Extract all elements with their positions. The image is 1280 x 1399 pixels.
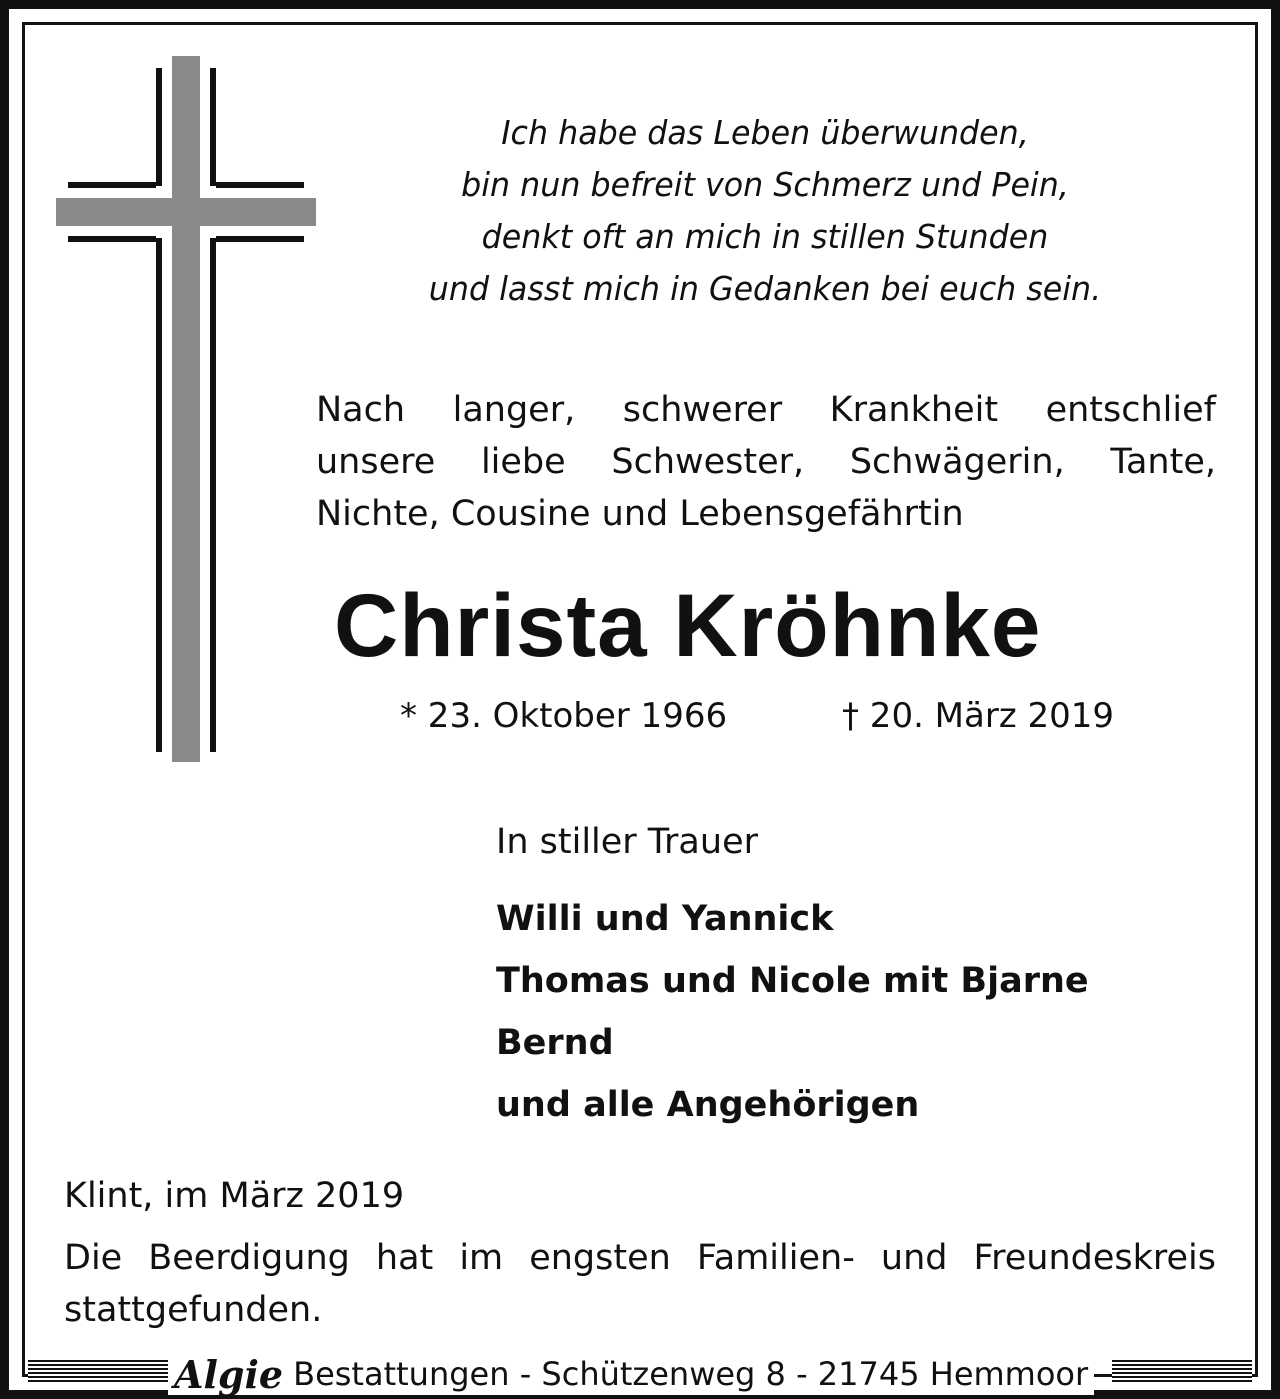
cross-icon [56,56,316,762]
mourner: und alle Angehörigen [496,1085,920,1125]
burial-notice [64,1232,1216,1336]
burial-line: stattgefunden. [64,1290,323,1330]
place-date: Klint, im März 2019 [64,1176,405,1216]
burial-line: Die Beerdigung hat im engsten Familien- und Freundeskreis [64,1238,1216,1278]
intro-line: Nach langer, schwerer Krankheit entschlief [316,390,1216,430]
intro-line: Nichte, Cousine und Lebensgefährtin [316,494,964,534]
poem-line: denkt oft an mich in stillen Stunden [481,217,1049,256]
death-date: † 20. März 2019 [842,696,1115,736]
intro-text [316,384,1216,540]
funeral-home-logo: Algie [174,1351,284,1397]
poem-block [415,107,1115,315]
footer-rule-left [28,1360,168,1384]
footer-address: Bestattungen - Schützenweg 8 - 21745 Hemmoor [293,1355,1089,1393]
mourner: Willi und Yannick [496,899,834,939]
mourner: Thomas und Nicole mit Bjarne [496,961,1089,1001]
intro-line: unsere liebe Schwester, Schwägerin, Tante, [316,442,1216,482]
poem-line: und lasst mich in Gedanken bei euch sein. [428,269,1102,308]
poem-line: bin nun befreit von Schmerz und Pein, [461,165,1069,204]
footer-rule-right [1112,1360,1252,1384]
grief-line: In stiller Trauer [496,822,758,862]
deceased-name: Christa Kröhnke [334,575,1042,675]
birth-date: * 23. Oktober 1966 [400,696,728,736]
mourners-list [496,888,1089,1136]
footer [168,1353,1094,1395]
poem-line: Ich habe das Leben überwunden, [501,113,1029,152]
mourner: Bernd [496,1023,614,1063]
